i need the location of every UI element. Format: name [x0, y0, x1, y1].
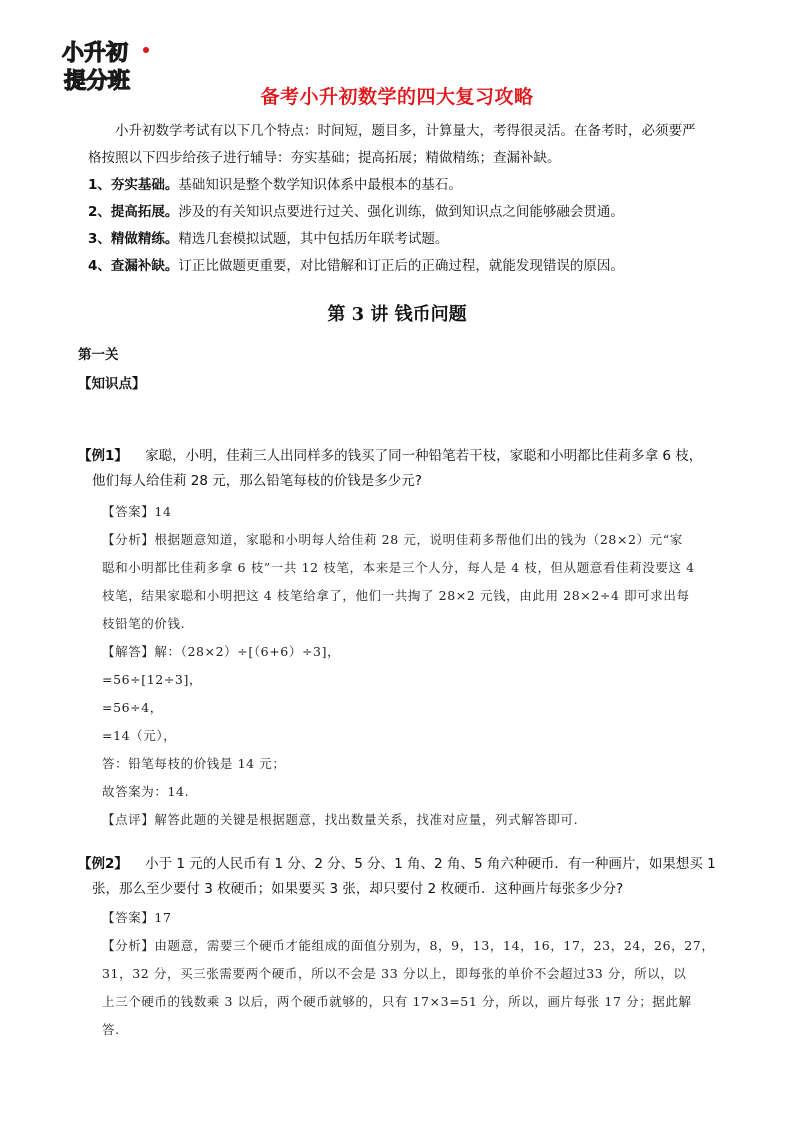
example-1-solution-line-2: =56÷[12÷3]， — [102, 672, 203, 687]
example-1-solution-line-5: 答：铅笔每枝的价钱是 14 元； — [102, 756, 286, 771]
example-2-question-line-2: 张，那么至少要付 3 枚硬币；如果要买 3 张，却只要付 2 枚硬币．这种画片每张多少分? — [92, 881, 624, 897]
example-2-question-line-1: 小于 1 元的人民币有 1 分、2 分、5 分、1 角、2 角、5 角六种硬币．有一种画片，如果想买 1 — [145, 856, 716, 872]
step-4 — [88, 253, 708, 280]
example-1-analysis-line-2: 聪和小明都比佳莉多拿 6 枝”一共 12 枝笔，本来是三个人分，每人是 4 枝，但从题意看佳莉没要这 4 — [102, 560, 695, 575]
step-3 — [88, 226, 708, 253]
step-3-label: 3、精做精练。 — [88, 231, 179, 247]
logo-text-bottom: 提分班 — [64, 69, 131, 94]
step-1 — [88, 172, 708, 199]
step-1-label: 1、夯实基础。 — [88, 177, 179, 193]
example-2-explanation — [102, 906, 732, 1042]
logo-text-top: 小升初 — [62, 41, 129, 66]
step-2-text: 涉及的有关知识点要进行过关、强化训练，做到知识点之间能够融会贯通。 — [178, 204, 624, 220]
example-1-solution-line-1: 【解答】解：（28×2）÷[（6+6）÷3]， — [102, 644, 341, 659]
example-1-question-line-2: 他们每人给佳莉 28 元，那么铅笔每枝的价钱是多少元? — [92, 473, 422, 489]
example-2-analysis-line-3: 上三个硬币的钱数乘 3 以后，两个硬币就够的，只有 17×3=51 分，所以，画片每张 17 分；据此解 — [102, 994, 692, 1009]
example-1-explanation — [102, 500, 732, 832]
knowledge-label: 【知识点】 — [78, 376, 146, 392]
example-1-analysis-line-1: 【分析】根据题意知道，家聪和小明每人给佳莉 28 元，说明佳莉多帮他们出的钱为（28×2）元“家 — [102, 532, 683, 547]
example-2-tag: 【例2】 — [78, 856, 128, 872]
level-label: 第一关 — [78, 347, 119, 363]
example-1-analysis-line-4: 枝铅笔的价钱. — [102, 616, 186, 631]
example-2-question — [78, 852, 738, 902]
intro-section — [88, 118, 708, 280]
step-4-label: 4、查漏补缺。 — [88, 258, 179, 274]
example-1-question — [78, 444, 738, 494]
example-2-answer: 【答案】17 — [102, 910, 172, 925]
step-1-text: 基础知识是整个数学知识体系中最根本的基石。 — [178, 177, 462, 193]
example-1-question-line-1: 家聪，小明，佳莉三人出同样多的钱买了同一种铅笔若干枝，家聪和小明都比佳莉多拿 6 枝， — [145, 448, 703, 464]
example-1-tag: 【例1】 — [78, 448, 128, 464]
example-1-solution-line-3: =56÷4， — [102, 700, 163, 715]
example-2-analysis-line-1: 【分析】由题意，需要三个硬币才能组成的面值分别为，8，9，13，14，16，17，23，24，26，27， — [102, 938, 715, 953]
example-2-analysis-line-2: 31，32 分，买三张需要两个硬币，所以不会是 33 分以上，即每张的单价不会超过33 分，所以，以 — [102, 966, 687, 981]
intro-paragraph: 小升初数学考试有以下几个特点：时间短，题目多，计算量大，考得很灵活。在备考时，必须要严格按照以下四步给孩子进行辅导：夯实基础；提高拓展；精做精练；查漏补缺。 — [88, 123, 696, 166]
step-2 — [88, 199, 708, 226]
step-2-label: 2、提高拓展。 — [88, 204, 179, 220]
lesson-title: 第 3 讲 钱币问题 — [327, 304, 467, 325]
logo-dot — [143, 47, 149, 53]
example-1-solution-line-4: =14（元）， — [102, 728, 177, 743]
example-1-answer: 【答案】14 — [102, 504, 172, 519]
example-1-solution-line-6: 故答案为：14. — [102, 784, 190, 799]
page-header-title: 备考小升初数学的四大复习攻略 — [260, 86, 534, 108]
example-2-analysis-line-4: 答. — [102, 1022, 120, 1037]
step-4-text: 订正比做题更重要，对比错解和订正后的正确过程，就能发现错误的原因。 — [178, 258, 624, 274]
step-3-text: 精选几套模拟试题，其中包括历年联考试题。 — [178, 231, 449, 247]
example-1-analysis-line-3: 枝笔，结果家聪和小明把这 4 枝笔给拿了，他们一共掏了 28×2 元钱，由此用 28×2÷4 即可求出每 — [102, 588, 690, 603]
example-1-comment: 【点评】解答此题的关键是根据题意，找出数量关系，找准对应量，列式解答即可. — [102, 812, 579, 827]
